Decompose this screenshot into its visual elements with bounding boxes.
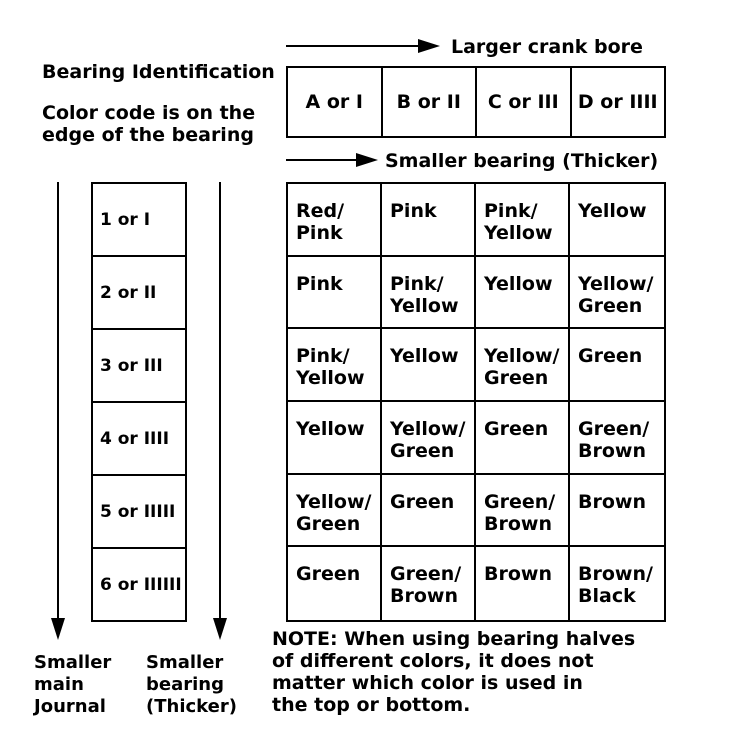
note-line-1: NOTE: When using bearing halves xyxy=(272,628,636,650)
grid-cell: Green/ Brown xyxy=(476,475,570,548)
row-header-2: 2 or II xyxy=(93,257,185,330)
smaller-bearing-arrow-icon xyxy=(284,150,380,170)
larger-crank-bore-label: Larger crank bore xyxy=(451,36,643,58)
grid-cell: Brown xyxy=(476,547,570,620)
grid-cell: Red/ Pink xyxy=(288,184,382,257)
note-line-4: the top or bottom. xyxy=(272,694,471,716)
smaller-main-journal-arrow-icon xyxy=(46,182,70,644)
grid-cell: Green xyxy=(570,329,664,402)
grid-cell: Green xyxy=(476,402,570,475)
grid-cell: Pink xyxy=(288,257,382,330)
grid-cell: Pink/ Yellow xyxy=(382,257,476,330)
column-header-a: A or I xyxy=(288,68,383,136)
grid-cell: Green xyxy=(288,547,382,620)
smaller-main-journal-label: Smaller main Journal xyxy=(34,652,112,717)
grid-cell: Yellow/ Green xyxy=(382,402,476,475)
row-header-6: 6 or IIIIII xyxy=(100,574,182,595)
grid-cell: Pink xyxy=(382,184,476,257)
row-header-4: 4 or IIII xyxy=(93,403,185,476)
note-line-3: matter which color is used in xyxy=(272,672,583,694)
grid-cell: Green/ Brown xyxy=(382,547,476,620)
subtitle-line-2: edge of the bearing xyxy=(42,124,254,146)
larger-crank-bore-arrow-icon xyxy=(284,36,444,56)
smaller-bearing-thicker-label: Smaller bearing (Thicker) xyxy=(385,150,659,172)
grid-cell: Pink/ Yellow xyxy=(476,184,570,257)
subtitle-line-1: Color code is on the xyxy=(42,102,256,124)
smaller-bearing-thicker-side-label: Smaller bearing (Thicker) xyxy=(146,652,237,717)
page-title: Bearing Identification xyxy=(42,61,275,83)
crank-bore-code-header xyxy=(286,66,666,138)
grid-cell: Pink/ Yellow xyxy=(288,329,382,402)
grid-cell: Yellow/ Green xyxy=(288,475,382,548)
grid-cell: Yellow xyxy=(288,402,382,475)
note-line-2: of different colors, it does not xyxy=(272,650,594,672)
grid-cell: Brown xyxy=(570,475,664,548)
column-header-c: C or III xyxy=(477,68,572,136)
grid-cell: Green/ Brown xyxy=(570,402,664,475)
grid-cell: Brown/ Black xyxy=(578,563,653,608)
grid-cell: Yellow/ Green xyxy=(476,329,570,402)
smaller-bearing-down-arrow-icon xyxy=(208,182,232,644)
row-header-1: 1 or I xyxy=(93,184,185,257)
main-journal-code-header xyxy=(91,182,187,622)
grid-cell: Green xyxy=(382,475,476,548)
column-header-d: D or IIII xyxy=(577,91,658,113)
grid-cell: Yellow xyxy=(570,184,664,257)
bearing-color-grid xyxy=(286,182,666,622)
row-header-5: 5 or IIIII xyxy=(93,476,185,549)
grid-cell: Yellow xyxy=(476,257,570,330)
column-header-b: B or II xyxy=(383,68,478,136)
row-header-3: 3 or III xyxy=(93,330,185,403)
grid-cell: Yellow xyxy=(382,329,476,402)
grid-cell: Yellow/ Green xyxy=(570,257,664,330)
